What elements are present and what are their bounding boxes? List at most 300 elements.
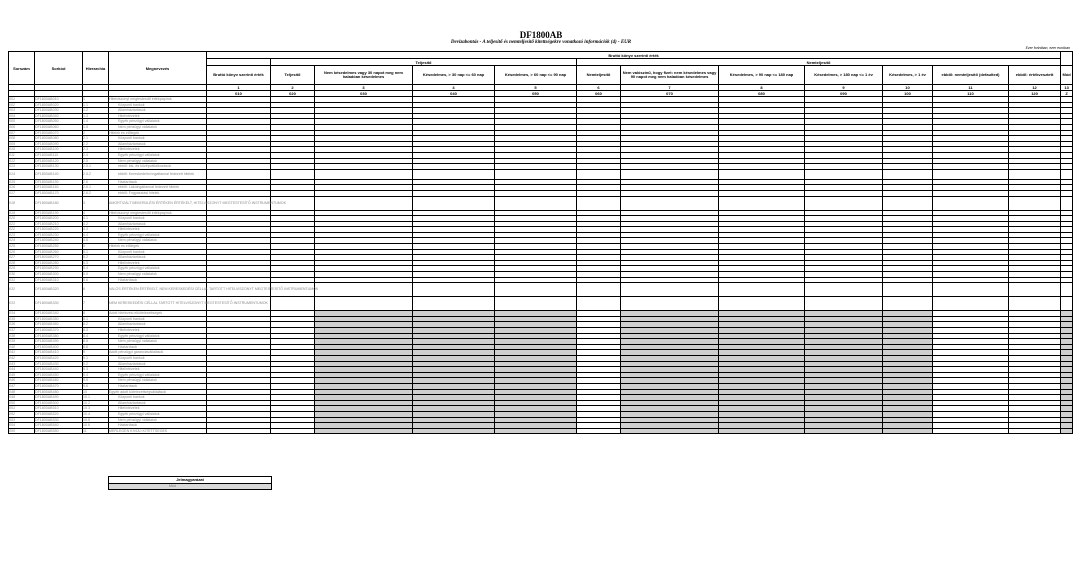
row-code: DF1800AB190 [35,210,83,216]
col-sorszam: Sorszám [9,52,35,85]
col-name-9: Késedelmes, > 180 nap <= 1 év [805,66,883,85]
row-code: DF1800AB060 [35,124,83,130]
row-label: Nem pénzügyi vállalatok [109,417,207,423]
row-hierarchy: 6 [83,283,109,297]
row-label: ebből: Kereskedelmi ingatlannal fedezett hitelek [109,169,207,179]
row-hierarchy: 3 [83,196,109,210]
row-code: DF1800AB090 [35,141,83,147]
row-code: DF1800AB280 [35,260,83,266]
data-cell[interactable] [805,428,883,434]
row-code: DF1800AB050 [35,119,83,125]
data-cell[interactable] [933,169,1009,179]
table-row [9,428,1073,434]
data-cell[interactable] [805,297,883,311]
col-code-11: 110 [933,91,1009,97]
row-label: Egyéb pénzügyi vállalatok [109,266,207,272]
col-code-6: 060 [577,91,621,97]
row-label: Nem pénzügyi vállalatok [109,272,207,278]
row-number: 052 [9,411,35,417]
row-number: 009 [9,141,35,147]
data-cell[interactable] [495,297,577,311]
col-number-7: 7 [621,85,719,91]
col-name-6: Nemteljesítő [577,66,621,85]
row-number: 050 [9,400,35,406]
row-number: 013 [9,164,35,170]
row-number: 023 [9,232,35,238]
row-label: Központi bankok [109,355,207,361]
row-hierarchy: 9.1 [83,355,109,361]
row-number: 034 [9,311,35,317]
col-number-4: 4 [413,85,495,91]
col-code-2: 020 [271,91,315,97]
col-name-11: ebből: nemteljesítő (defaulted) [933,66,1009,85]
row-code: DF1800AB260 [35,249,83,255]
row-hierarchy: 4.3 [83,227,109,233]
row-label: Hitelintézetek [109,147,207,153]
row-code: DF1800AB370 [35,328,83,334]
row-hierarchy: 2.6 [83,179,109,185]
row-label: Egyéb pénzügyi vállalatok [109,152,207,158]
row-number: 054 [9,423,35,429]
row-hierarchy: 1 [83,97,109,103]
col-name-1: Bruttó könyv szerinti érték [207,66,271,85]
group-brutto: Bruttó könyv szerinti érték [207,52,1061,59]
data-cell[interactable] [1009,283,1061,297]
row-code: DF1800AB550 [35,428,83,434]
row-label: MÉRLEGEN KÍVÜLI KITETTSÉGEK [109,428,207,434]
row-hierarchy: 1.5 [83,124,109,130]
col-code-7: 070 [621,91,719,97]
data-cell[interactable] [621,297,719,311]
row-label: Államháztartások [109,361,207,367]
row-code: DF1800AB250 [35,244,83,250]
row-code: DF1800AB530 [35,417,83,423]
row-hierarchy: 8.2 [83,322,109,328]
data-cell[interactable] [413,169,495,179]
row-label: Központi bankok [109,136,207,142]
row-label: Egyéb adott kötelezettségvállalások [109,389,207,395]
data-cell[interactable] [315,196,413,210]
col-name-13: Mód [1061,66,1073,85]
row-label: Egyéb pénzügyi vállalatok [109,333,207,339]
col-number-6: 6 [577,85,621,91]
data-cell[interactable] [621,283,719,297]
row-label: Központi bankok [109,216,207,222]
row-hierarchy: 1.1 [83,102,109,108]
row-code: DF1800AB010 [35,97,83,103]
group-brutto-2 [207,59,271,66]
row-code: DF1800AB500 [35,400,83,406]
row-code: DF1800AB120 [35,158,83,164]
row-hierarchy: 2.2 [83,141,109,147]
data-cell[interactable] [883,196,933,210]
row-hierarchy: 11 [83,428,109,434]
data-cell[interactable] [805,283,883,297]
row-number: 026 [9,249,35,255]
row-code: DF1800AB400 [35,344,83,350]
row-code: DF1800AB310 [35,277,83,283]
row-number: 053 [9,417,35,423]
report-title: DF1800AB [519,30,563,40]
row-code: DF1800AB320 [35,283,83,297]
col-code-9: 090 [805,91,883,97]
group-nemteljesito: Nemteljesítő [577,59,1061,66]
row-hierarchy: 2.3 [83,147,109,153]
row-code: DF1800AB220 [35,227,83,233]
row-number: 024 [9,238,35,244]
data-cell[interactable] [1061,196,1073,210]
data-cell[interactable] [315,169,413,179]
data-cell[interactable] [1061,169,1073,179]
row-hierarchy: 8 [83,311,109,317]
row-code: DF1800AB510 [35,406,83,412]
row-hierarchy: 2.6.2 [83,190,109,196]
col-code-1: 010 [207,91,271,97]
legend-label: Jelmagyarázat [109,477,271,484]
col-code-4: 040 [413,91,495,97]
col-number-1: 1 [207,85,271,91]
data-cell[interactable] [933,297,1009,311]
row-hierarchy: 2.1 [83,136,109,142]
data-cell[interactable] [621,169,719,179]
data-cell[interactable] [207,428,271,434]
row-label: Hitelintézetek [109,367,207,373]
col-number-5: 5 [495,85,577,91]
row-code: DF1800AB150 [35,179,83,185]
row-number: 038 [9,333,35,339]
row-hierarchy: 2.5 [83,158,109,164]
col-number-2: 2 [271,85,315,91]
row-number: 044 [9,367,35,373]
row-hierarchy: 9.2 [83,361,109,367]
data-cell[interactable] [883,169,933,179]
row-number: 047 [9,383,35,389]
col-number-12: 12 [1009,85,1061,91]
row-label: VALÓS ÉRTÉKEN ÉRTÉKELT, NEM KERESKEDÉSI CÉLLAL TARTOTT HITELVISZONYT MEGTESTESÍTŐ INSTRUMENTUMOK [109,283,207,297]
row-number: 012 [9,158,35,164]
data-cell[interactable] [1061,283,1073,297]
row-hierarchy: 8.6 [83,344,109,350]
report-subtitle: Devizabontás - A teljesítő és nemteljesítő kitettségekre vonatkozó információk (4) - EUR [450,40,632,45]
row-code: DF1800AB080 [35,136,83,142]
row-label: Háztartások [109,179,207,185]
row-number: 001 [9,97,35,103]
table-row [9,169,1073,179]
data-cell[interactable] [933,283,1009,297]
row-label: Nem pénzügyi vállalatok [109,158,207,164]
data-cell[interactable] [621,428,719,434]
data-cell[interactable] [577,428,621,434]
row-code: DF1800AB380 [35,333,83,339]
row-hierarchy: 9.5 [83,378,109,384]
row-number: 055 [9,428,35,434]
row-number: 043 [9,361,35,367]
row-number: 035 [9,316,35,322]
data-cell[interactable] [577,196,621,210]
row-code: DF1800AB490 [35,395,83,401]
data-cell[interactable] [719,297,805,311]
row-code: DF1800AB480 [35,389,83,395]
data-cell[interactable] [1061,297,1073,311]
row-number: 036 [9,322,35,328]
row-code: DF1800AB440 [35,367,83,373]
row-code: DF1800AB240 [35,238,83,244]
unit-note: Ezer forintban, ezer euróban [1025,46,1070,50]
data-cell[interactable] [1061,428,1073,434]
group-teljesito: Teljesítő [271,59,577,66]
row-label: Nem pénzügyi vállalatok [109,124,207,130]
row-code: DF1800AB140 [35,169,83,179]
row-code: DF1800AB420 [35,355,83,361]
data-cell[interactable] [495,196,577,210]
data-cell[interactable] [933,428,1009,434]
row-number: 037 [9,328,35,334]
row-label: Háztartások [109,344,207,350]
row-hierarchy: 9.6 [83,383,109,389]
row-code: DF1800AB100 [35,147,83,153]
data-cell[interactable] [413,428,495,434]
col-name-3: Nem késedelmes vagy 30 napot meg nem haladóan késedelmes [315,66,413,85]
data-cell[interactable] [577,169,621,179]
row-label: ebből: Fogyasztási hitelek [109,190,207,196]
col-number-10: 10 [883,85,933,91]
col-code-8: 080 [719,91,805,97]
row-hierarchy: 10.3 [83,406,109,412]
report-table [8,51,1073,434]
row-code: DF1800AB270 [35,255,83,261]
data-cell[interactable] [315,283,413,297]
row-hierarchy: 5.5 [83,272,109,278]
row-hierarchy: 1.2 [83,108,109,114]
row-code: DF1800AB520 [35,411,83,417]
row-label: Nem pénzügyi vállalatok [109,339,207,345]
row-hierarchy: 4 [83,210,109,216]
row-code: DF1800AB450 [35,372,83,378]
data-cell[interactable] [413,297,495,311]
row-hierarchy: 8.4 [83,333,109,339]
row-label: Államháztartások [109,255,207,261]
row-hierarchy: 5.3 [83,260,109,266]
table-row [9,283,1073,297]
row-number: 006 [9,124,35,130]
row-number: 031 [9,277,35,283]
row-number: 041 [9,350,35,356]
row-code: DF1800AB540 [35,423,83,429]
col-name-7: Nem valószínű, hogy fizet: nem késedelmes vagy 90 napot meg nem haladóan késedelmes [621,66,719,85]
data-cell[interactable] [883,428,933,434]
row-code: DF1800AB330 [35,297,83,311]
row-label: Államháztartások [109,221,207,227]
row-number: 045 [9,372,35,378]
row-code: DF1800AB230 [35,232,83,238]
row-number: 017 [9,190,35,196]
row-code: DF1800AB300 [35,272,83,278]
data-cell[interactable] [719,283,805,297]
row-hierarchy: 10.6 [83,423,109,429]
row-label: Hitelintézetek [109,260,207,266]
row-label: Államháztartások [109,400,207,406]
col-mod-top [1061,52,1073,66]
row-number: 051 [9,406,35,412]
row-number: 010 [9,147,35,153]
row-number: 004 [9,113,35,119]
row-hierarchy: 5.2 [83,255,109,261]
legend-value: Mód [109,484,271,489]
row-label: Államháztartások [109,141,207,147]
row-hierarchy: 5.6 [83,277,109,283]
row-code: DF1800AB430 [35,361,83,367]
col-name-5: Késedelmes, > 60 nap <= 90 nap [495,66,577,85]
data-cell[interactable] [805,169,883,179]
row-code: DF1800AB210 [35,221,83,227]
data-cell[interactable] [805,196,883,210]
row-label: ebből: Lakóingatlannal fedezett hitelek [109,185,207,191]
row-code: DF1800AB070 [35,130,83,136]
data-cell[interactable] [577,297,621,311]
col-code-10: 100 [883,91,933,97]
data-cell[interactable] [933,196,1009,210]
data-cell[interactable] [719,428,805,434]
row-label: Hitelintézetek [109,113,207,119]
row-label: NEM KERESKEDÉSI CÉLLAL TARTOTT HITELVISZONYT MEGTESTESÍTŐ INSTRUMENTUMOK [109,297,207,311]
row-hierarchy: 10 [83,389,109,395]
row-label: Hitelintézetek [109,227,207,233]
row-label: Egyéb pénzügyi vállalatok [109,232,207,238]
data-cell[interactable] [271,428,315,434]
row-hierarchy: 5.1 [83,249,109,255]
row-hierarchy: 2.6.1 [83,185,109,191]
data-cell[interactable] [413,196,495,210]
data-cell[interactable] [315,297,413,311]
row-number: 040 [9,344,35,350]
col-code-13: Z [1061,91,1073,97]
legend-box [108,476,272,490]
col-number-9: 9 [805,85,883,91]
row-hierarchy: 8.3 [83,328,109,334]
row-number: 048 [9,389,35,395]
row-label: Hitelintézetek [109,406,207,412]
row-hierarchy: 2 [83,130,109,136]
row-hierarchy: 10.4 [83,411,109,417]
row-code: DF1800AB470 [35,383,83,389]
row-number: 018 [9,196,35,210]
row-label: Háztartások [109,383,207,389]
row-number: 019 [9,210,35,216]
row-label: Adott pénzügyi garanciavállalások [109,350,207,356]
row-code: DF1800AB040 [35,113,83,119]
row-hierarchy: 2.4 [83,152,109,158]
row-number: 016 [9,185,35,191]
row-hierarchy: 10.2 [83,400,109,406]
data-cell[interactable] [495,169,577,179]
col-name-10: Késedelmes, > 1 év [883,66,933,85]
data-cell[interactable] [1009,428,1061,434]
col-number-3: 3 [315,85,413,91]
data-cell[interactable] [883,297,933,311]
row-number: 025 [9,244,35,250]
row-number: 039 [9,339,35,345]
row-number: 007 [9,130,35,136]
col-megnevezes: Megnevezés [109,52,207,85]
data-cell[interactable] [577,283,621,297]
col-name-2: Teljesítő [271,66,315,85]
data-cell[interactable] [271,169,315,179]
row-code: DF1800AB390 [35,339,83,345]
row-code: DF1800AB360 [35,322,83,328]
row-number: 028 [9,260,35,266]
data-cell[interactable] [883,283,933,297]
col-name-12: ebből: értékvesztett [1009,66,1061,85]
row-hierarchy: 8.1 [83,316,109,322]
col-code-5: 050 [495,91,577,97]
row-label: Háztartások [109,423,207,429]
row-label: Hitelviszonyt megtestesítő értékpapírok [109,210,207,216]
row-label: Egyéb pénzügyi vállalatok [109,411,207,417]
data-cell[interactable] [719,169,805,179]
row-code: DF1800AB110 [35,152,83,158]
row-label: Államháztartások [109,108,207,114]
row-label: Hitelviszonyt megtestesítő értékpapírok [109,97,207,103]
data-cell[interactable] [1009,196,1061,210]
row-number: 022 [9,227,35,233]
row-label: Hitelek és előlegek [109,244,207,250]
row-hierarchy: 9.4 [83,372,109,378]
row-code: DF1800AB200 [35,216,83,222]
row-code: DF1800AB180 [35,196,83,210]
data-cell[interactable] [315,428,413,434]
row-hierarchy: 5.4 [83,266,109,272]
row-hierarchy: 4.1 [83,216,109,222]
row-hierarchy: 10.1 [83,395,109,401]
data-cell[interactable] [1009,297,1061,311]
data-cell[interactable] [495,283,577,297]
data-cell[interactable] [207,169,271,179]
row-label: Hitelintézetek [109,328,207,334]
data-cell[interactable] [495,428,577,434]
row-number: 029 [9,266,35,272]
row-number: 003 [9,108,35,114]
row-hierarchy: 8.5 [83,339,109,345]
row-code: DF1800AB410 [35,350,83,356]
row-number: 020 [9,216,35,222]
row-number: 046 [9,378,35,384]
data-cell[interactable] [719,196,805,210]
row-code: DF1800AB160 [35,185,83,191]
row-hierarchy: 2.5.1 [83,164,109,170]
row-number: 030 [9,272,35,278]
data-cell[interactable] [1009,169,1061,179]
row-hierarchy: 7 [83,297,109,311]
table-body [9,97,1073,434]
table-row [9,196,1073,210]
row-code: DF1800AB170 [35,190,83,196]
row-label: Központi bankok [109,249,207,255]
col-code-12: 120 [1009,91,1061,97]
row-number: 033 [9,297,35,311]
data-cell[interactable] [271,297,315,311]
row-hierarchy: 4.4 [83,232,109,238]
data-cell[interactable] [621,196,719,210]
col-code-3: 030 [315,91,413,97]
row-number: 005 [9,119,35,125]
row-hierarchy: 2.5.2 [83,169,109,179]
row-hierarchy: 1.3 [83,113,109,119]
data-cell[interactable] [413,283,495,297]
row-hierarchy: 9.3 [83,367,109,373]
row-number: 014 [9,169,35,179]
row-hierarchy: 5 [83,244,109,250]
row-label: Nem pénzügyi vállalatok [109,238,207,244]
